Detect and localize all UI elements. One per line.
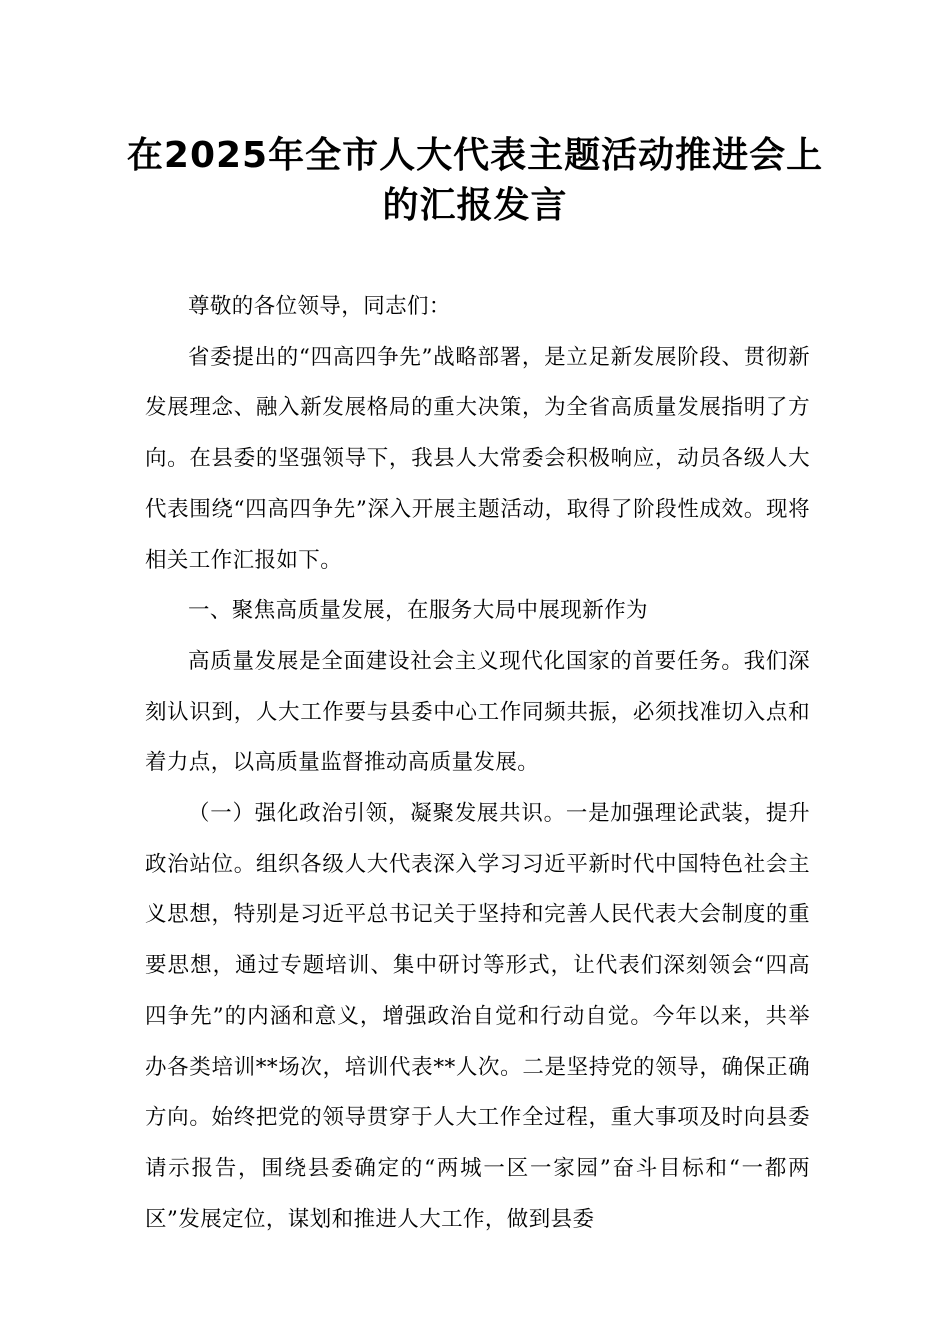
paragraph-subsection-1: （一）强化政治引领，凝聚发展共识。一是加强理论武装，提升政治站位。组织各级人大代表深入学习习近平新时代中国特色社会主义思想，特别是习近平总书记关于坚持和完善人民代表大会制度的重要思想，通过专题培训、集中研讨等形式，让代表们深刻领会“四高四争先”的内涵和意义，增强政治自觉和行动自觉。今年以来，共举办各类培训**场次，培训代表**人次。二是坚持党的领导，确保正确方向。始终把党的领导贯穿于人大工作全过程，重大事项及时向县委请示报告，围绕县委确定的“两城一区一家园”奋斗目标和“一都两区”发展定位，谋划和推进人大工作，做到县委: [145, 801, 810, 1232]
section-heading-1: 一、聚焦高质量发展，在服务大局中展现新作为: [188, 598, 648, 624]
document-title-line-2: 的汇报发言: [382, 185, 568, 226]
paragraph-intro: 省委提出的“四高四争先”战略部署，是立足新发展阶段、贯彻新发展理念、融入新发展格局的重大决策，为全省高质量发展指明了方向。在县委的坚强领导下，我县人大常委会积极响应，动员各级人大代表围绕“四高四争先”深入开展主题活动，取得了阶段性成效。现将相关工作汇报如下。: [145, 344, 810, 573]
document-body: [145, 282, 810, 1245]
salutation: 尊敬的各位领导，同志们：: [188, 294, 451, 319]
document-title-line-1: 在2025年全市人大代表主题活动推进会上: [126, 135, 824, 176]
paragraph-section-1-intro: 高质量发展是全面建设社会主义现代化国家的首要任务。我们深刻认识到，人大工作要与县委中心工作同频共振，必须找准切入点和着力点，以高质量监督推动高质量发展。: [145, 648, 810, 776]
